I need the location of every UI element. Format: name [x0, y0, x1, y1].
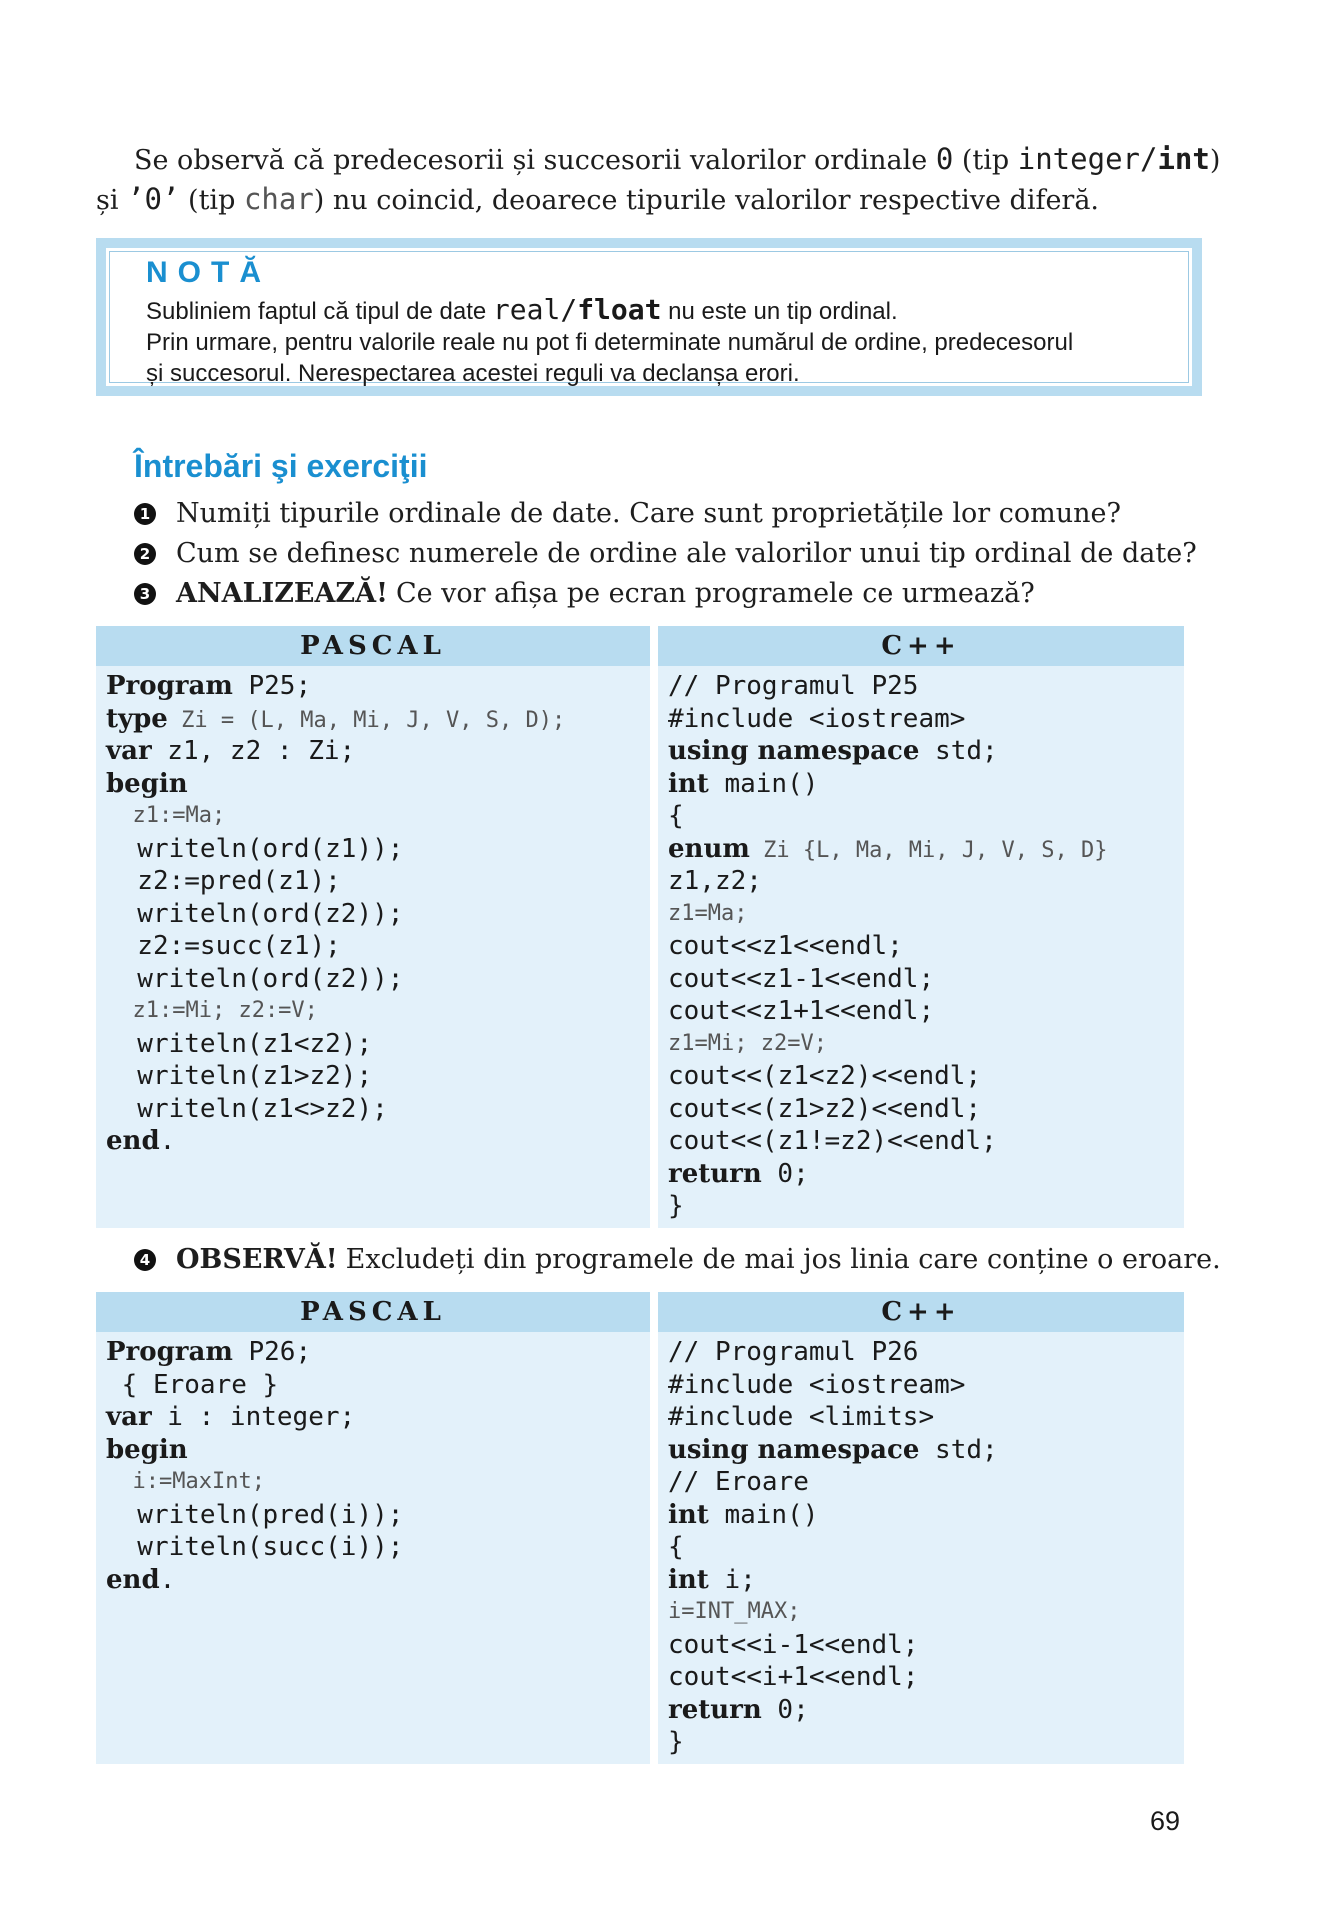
- intro-text: și: [96, 185, 128, 216]
- question-text: Cum se definesc numerele de ordine ale valorilor unui tip ordinal de date?: [176, 538, 1197, 569]
- code-keyword: type: [106, 703, 168, 734]
- intro-line-2: [96, 180, 1196, 220]
- pascal-header: PASCAL: [96, 626, 650, 666]
- code-line: cout<<(z1<z2)<<endl;: [668, 1061, 982, 1091]
- code-integer: integer/: [1017, 142, 1158, 176]
- cpp-column: [658, 626, 1184, 1228]
- code-line: [668, 735, 1174, 768]
- page-number: 69: [1150, 1806, 1181, 1836]
- code-line: cout<<z1+1<<endl;: [668, 996, 935, 1026]
- question-text: Numiți tipurile ordinale de date. Care sunt proprietățile lor comune?: [176, 498, 1121, 529]
- code-line: {: [668, 1532, 684, 1562]
- intro-paragraph: [96, 140, 1221, 220]
- note-line-2: Prin urmare, pentru valorile reale nu pot fi determinate numărul de ordine, predecesorul: [146, 329, 1074, 356]
- note-line-3: și succesorul. Nerespectarea acestei reguli va declanșa erori.: [146, 360, 800, 387]
- pascal-code: [96, 1332, 650, 1602]
- code-text: P26;: [232, 1337, 312, 1367]
- code-line: z2:=succ(z1);: [106, 931, 341, 961]
- note-text: [146, 294, 1073, 389]
- cpp-code: [658, 666, 1184, 1229]
- code-line: #include <iostream>: [668, 703, 966, 734]
- question-keyword: ANALIZEAZĂ!: [176, 578, 388, 609]
- cpp-header: C++: [658, 1292, 1184, 1332]
- code-line: [106, 670, 640, 703]
- intro-text: ) nu coincid, deoarece tipurile valorilor respective diferă.: [313, 185, 1100, 216]
- code-text: i : integer;: [151, 1402, 356, 1432]
- code-line: z1:=Mi; z2:=V;: [106, 998, 318, 1023]
- note-text-span: Subliniem faptul că tipul de date: [146, 298, 493, 325]
- code-text: main(): [708, 768, 819, 799]
- code-text: .: [159, 1564, 176, 1595]
- code-line: // Eroare: [668, 1467, 809, 1497]
- question-item-4: [134, 1240, 1221, 1280]
- intro-text: Se observă că predecesorii și succesorii valorilor ordinale: [134, 145, 936, 176]
- code-line: z1:=Ma;: [106, 803, 226, 828]
- code-line: [668, 1499, 1174, 1532]
- code-table-p25: [96, 626, 1184, 1228]
- code-line: cout<<z1-1<<endl;: [668, 963, 935, 994]
- code-line: [106, 1401, 640, 1434]
- code-line: { Eroare }: [106, 1369, 279, 1400]
- code-line: [668, 1434, 1174, 1467]
- code-keyword: using namespace: [668, 736, 920, 766]
- code-line: [668, 833, 1174, 866]
- code-keyword: var: [106, 736, 152, 766]
- code-zero: 0: [935, 142, 954, 176]
- code-real-float: [493, 293, 662, 326]
- code-line: [106, 1125, 640, 1158]
- code-line: [106, 735, 640, 768]
- question-item: [134, 494, 1197, 534]
- code-line: [668, 1694, 1174, 1727]
- code-text: std;: [919, 1434, 998, 1465]
- code-line: [106, 1564, 640, 1597]
- code-text: 0;: [761, 1694, 809, 1725]
- code-char: char: [243, 182, 314, 216]
- pascal-code: [96, 666, 650, 1164]
- code-keyword: begin: [106, 768, 188, 799]
- cpp-header: C++: [658, 626, 1184, 666]
- number-bullet-icon: 2: [134, 543, 156, 565]
- code-keyword: int: [668, 1564, 709, 1595]
- code-keyword: return: [668, 1694, 762, 1725]
- code-line: writeln(z1<z2);: [106, 1028, 373, 1059]
- code-keyword: Program: [106, 1337, 233, 1367]
- code-text: std;: [919, 736, 998, 766]
- code-line: writeln(ord(z1));: [106, 833, 404, 864]
- code-text: z1, z2 : Zi;: [151, 736, 356, 766]
- code-line: cout<<(z1!=z2)<<endl;: [668, 1126, 997, 1156]
- number-bullet-icon: 4: [134, 1249, 156, 1271]
- code-line: writeln(pred(i));: [106, 1499, 404, 1530]
- note-line-1: [146, 294, 1073, 327]
- cpp-code: [658, 1332, 1184, 1765]
- code-line: i=INT_MAX;: [668, 1599, 801, 1624]
- code-keyword: var: [106, 1402, 152, 1432]
- code-keyword: int: [668, 768, 709, 799]
- question-item: [134, 534, 1197, 574]
- number-bullet-icon: 1: [134, 503, 156, 525]
- question-text: Excludeți din programele de mai jos linia care conține o eroare.: [345, 1244, 1221, 1275]
- code-line: z1=Mi; z2=V;: [668, 1030, 827, 1056]
- intro-text: (tip: [953, 145, 1018, 176]
- note-box: [96, 238, 1202, 396]
- number-bullet-icon: 3: [134, 583, 156, 605]
- code-line: i:=MaxInt;: [106, 1469, 265, 1494]
- code-line: writeln(ord(z2));: [106, 898, 404, 929]
- code-line: [106, 1434, 640, 1467]
- note-text-span: nu este un tip ordinal.: [661, 298, 898, 325]
- code-keyword: end: [106, 1564, 160, 1595]
- code-line: [668, 768, 1174, 801]
- code-table-p26: [96, 1292, 1184, 1764]
- code-line: writeln(z1>z2);: [106, 1061, 373, 1091]
- pascal-header: PASCAL: [96, 1292, 650, 1332]
- intro-line-1: [96, 140, 1221, 180]
- code-keyword: return: [668, 1158, 762, 1189]
- code-text: Zi = (L, Ma, Mi, J, V, S, D);: [167, 707, 566, 733]
- pascal-column: [96, 626, 650, 1228]
- code-char-zero: ’0’: [127, 182, 180, 216]
- code-float: float: [577, 293, 662, 326]
- code-keyword: using namespace: [668, 1434, 920, 1465]
- code-text: i;: [708, 1564, 756, 1595]
- code-text: 0;: [761, 1158, 809, 1189]
- code-line: // Programul P26: [668, 1337, 919, 1367]
- question-item: [134, 1240, 1221, 1280]
- intro-text: ): [1209, 145, 1221, 176]
- code-line: [106, 768, 640, 801]
- code-line: writeln(ord(z2));: [106, 963, 404, 994]
- code-line: {: [668, 801, 684, 831]
- pascal-column: [96, 1292, 650, 1764]
- question-item: [134, 574, 1197, 614]
- code-text: P25;: [232, 671, 312, 701]
- code-line: }: [668, 1727, 684, 1757]
- intro-text: (tip: [179, 185, 244, 216]
- code-line: [106, 703, 640, 736]
- code-line: z1,z2;: [668, 866, 762, 896]
- code-text: Zi {L, Ma, Mi, J, V, S, D}: [749, 837, 1108, 863]
- code-line: cout<<i-1<<endl;: [668, 1629, 919, 1660]
- code-line: cout<<(z1>z2)<<endl;: [668, 1093, 982, 1124]
- code-line: [106, 1336, 640, 1369]
- code-line: writeln(z1<>z2);: [106, 1093, 388, 1124]
- code-real: real/: [492, 293, 578, 326]
- questions-title: Întrebări şi exerciţii: [134, 448, 428, 484]
- code-keyword: int: [668, 1499, 709, 1530]
- code-line: [668, 1564, 1174, 1597]
- code-line: #include <limits>: [668, 1402, 935, 1432]
- code-keyword: Program: [106, 671, 233, 701]
- code-text: main(): [708, 1499, 819, 1530]
- question-keyword: OBSERVĂ!: [176, 1244, 338, 1275]
- code-keyword: enum: [668, 833, 750, 864]
- code-line: writeln(succ(i));: [106, 1532, 404, 1562]
- code-keyword: begin: [106, 1434, 188, 1465]
- cpp-column: [658, 1292, 1184, 1764]
- code-line: // Programul P25: [668, 671, 919, 701]
- questions-list: [134, 494, 1197, 614]
- code-text: .: [159, 1126, 176, 1156]
- code-line: z2:=pred(z1);: [106, 866, 341, 896]
- code-keyword: end: [106, 1126, 160, 1156]
- code-line: cout<<i+1<<endl;: [668, 1662, 919, 1692]
- note-title: NOTĂ: [146, 256, 271, 289]
- code-line: cout<<z1<<endl;: [668, 931, 903, 961]
- code-line: }: [668, 1191, 684, 1221]
- code-line: z1=Ma;: [668, 900, 748, 926]
- question-text: Ce vor afișa pe ecran programele ce urmează?: [395, 578, 1035, 609]
- code-line: #include <iostream>: [668, 1369, 966, 1400]
- code-line: [668, 1158, 1174, 1191]
- code-int: int: [1157, 142, 1210, 176]
